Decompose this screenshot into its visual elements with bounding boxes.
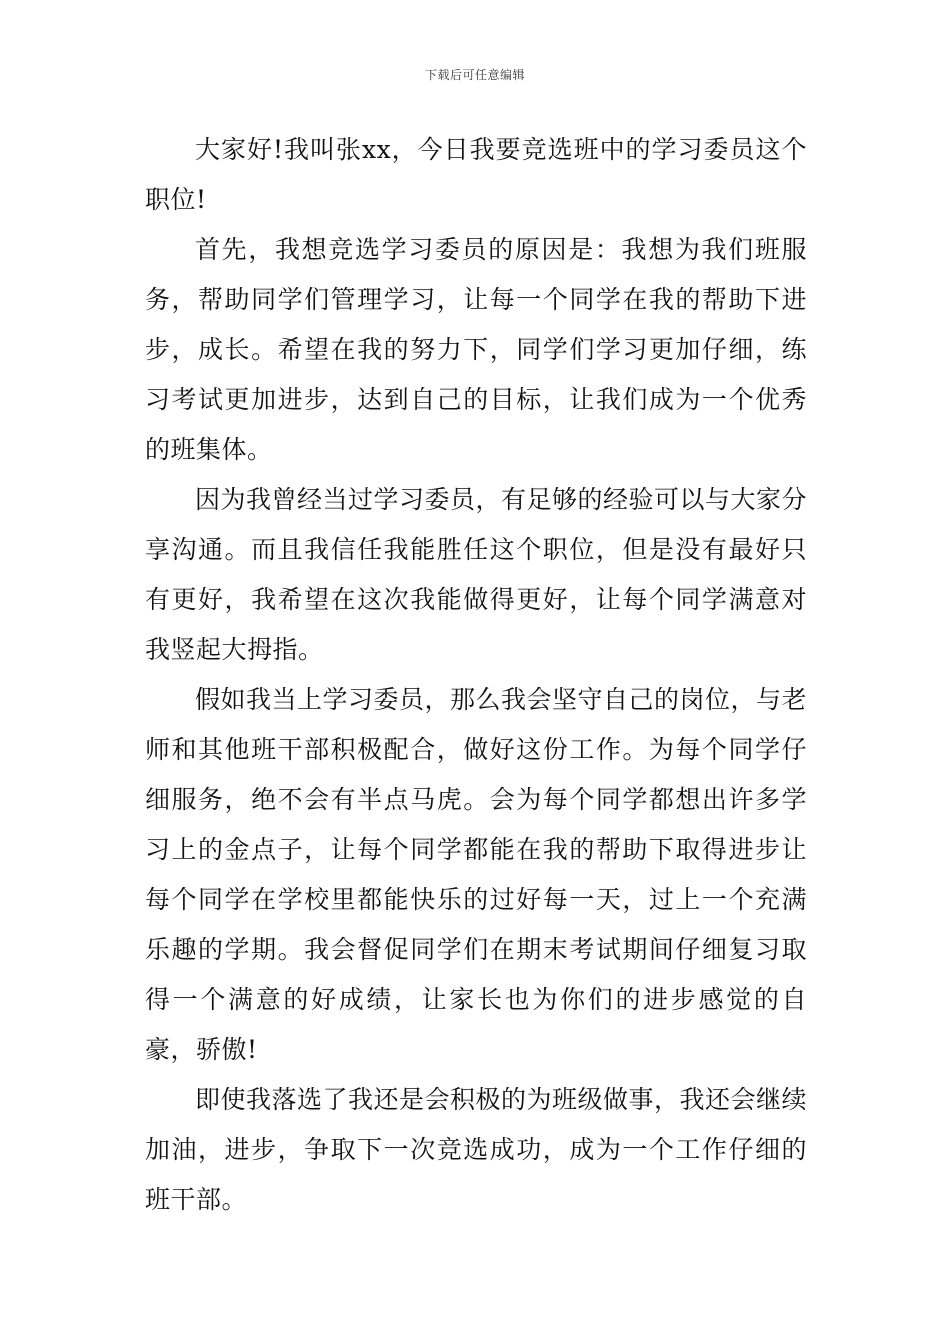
paragraph-greeting: 大家好!我叫张xx，今日我要竞选班中的学习委员这个职位!: [145, 135, 807, 214]
paragraph-experience: 因为我曾经当过学习委员，有足够的经验可以与大家分享沟通。而且我信任我能胜任这个职位，但是没有最好只有更好，我希望在这次我能做得更好，让每个同学满意对我竖起大拇指。: [145, 485, 808, 664]
header-note: 下载后可任意编辑: [424, 68, 525, 82]
document-body: [145, 125, 807, 1225]
paragraph-reason: 首先，我想竞选学习委员的原因是：我想为我们班服务，帮助同学们管理学习，让每一个同学在我的帮助下进步，成长。希望在我的努力下，同学们学习更加仔细，练习考试更加进步，达到自己的目标，让我们成为一个优秀的班集体。: [145, 235, 807, 464]
paragraph-closing: 即使我落选了我还是会积极的为班级做事，我还会继续加油，进步，争取下一次竞选成功，成为一个工作仔细的班干部。: [145, 1085, 808, 1214]
paragraph-plans: 假如我当上学习委员，那么我会坚守自己的岗位，与老师和其他班干部积极配合，做好这份工作。为每个同学仔细服务，绝不会有半点马虎。会为每个同学都想出许多学习上的金点子，让每个同学都能在我的帮助下取得进步让每个同学在学校里都能快乐的过好每一天，过上一个充满乐趣的学期。我会督促同学们在期末考试期间仔细复习取得一个满意的好成绩，让家长也为你们的进步感觉的自豪，骄傲!: [145, 685, 808, 1064]
